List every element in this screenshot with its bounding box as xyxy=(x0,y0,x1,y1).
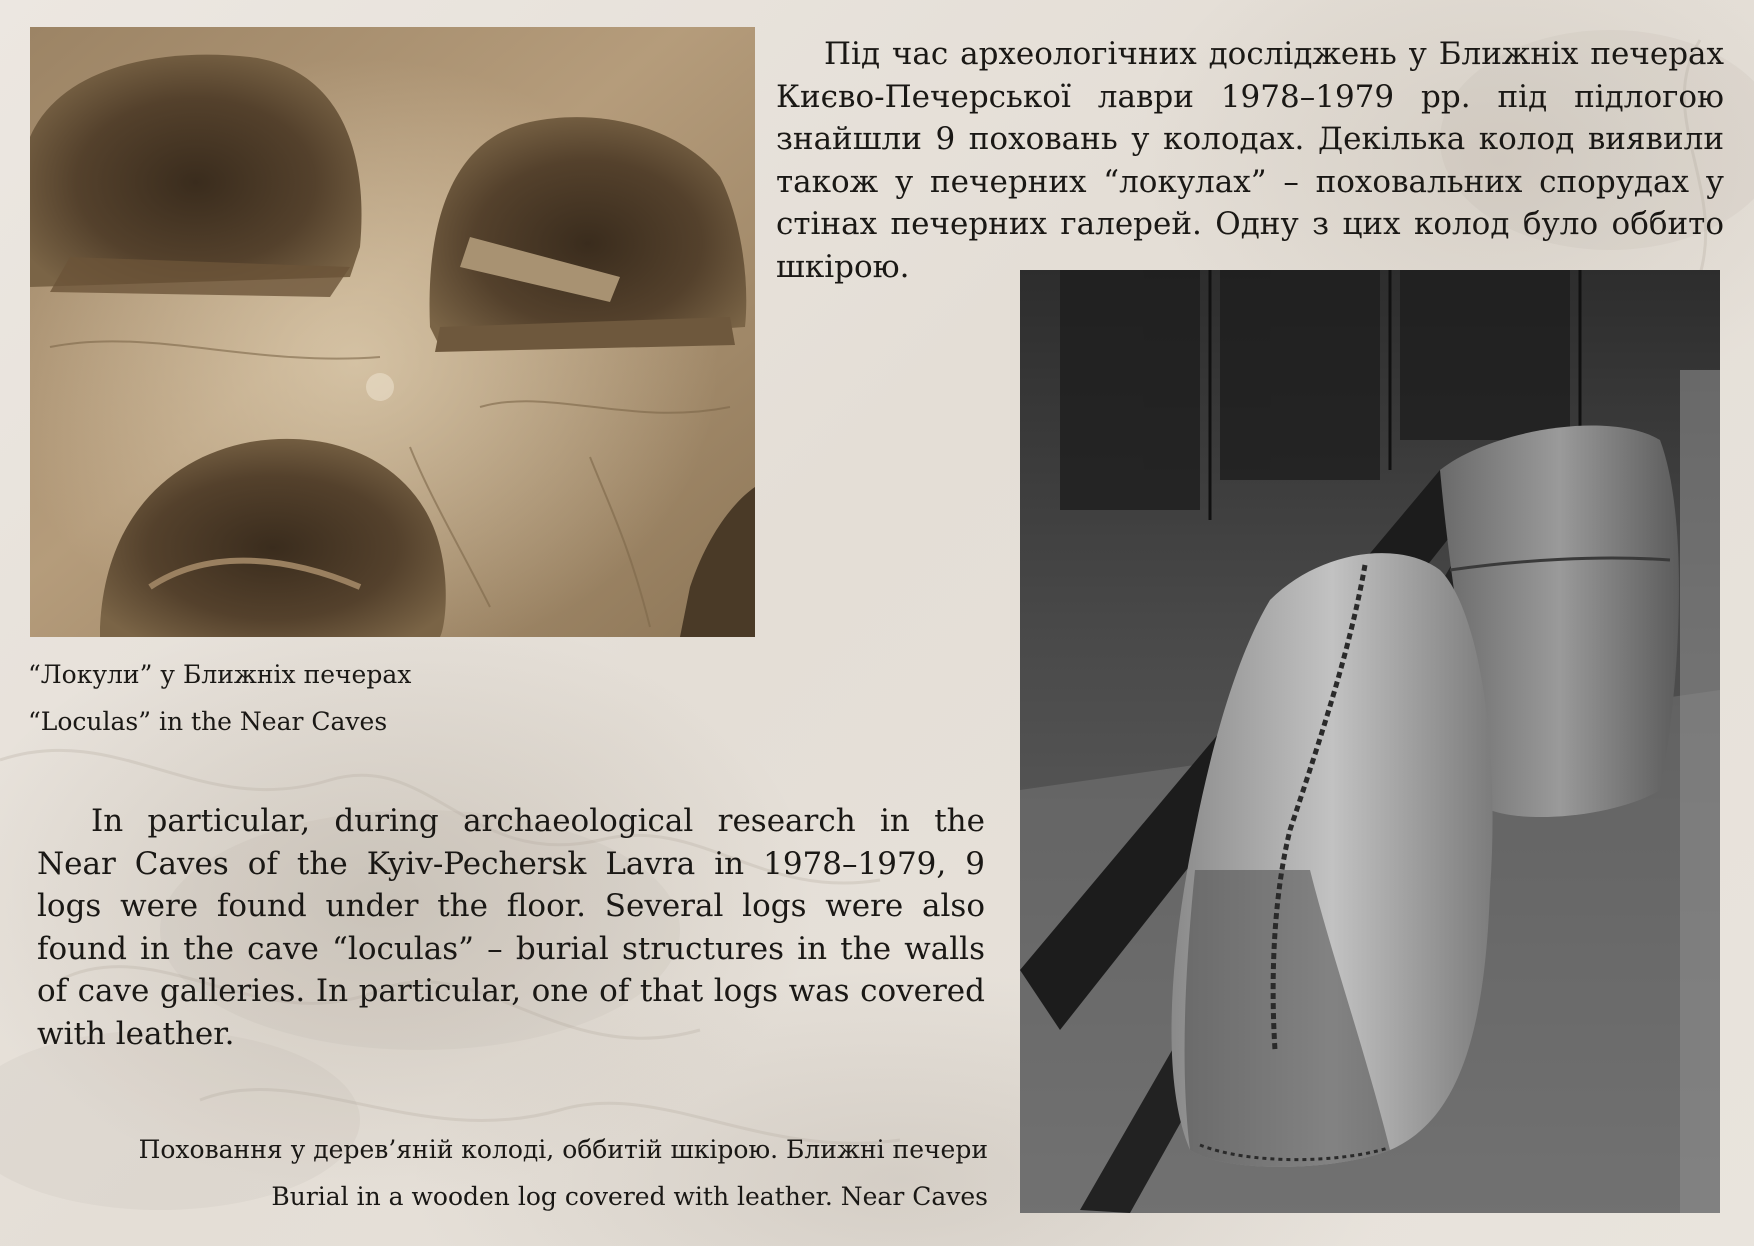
paragraph-english: In particular, during archaeological research in the Near Caves of the Kyiv-Pechersk Lavra in 1978–1979, 9 logs were found under the floor. Several logs were also found in the cave “loculas” – burial structures in the walls of cave galleries. In particular, one of that logs was covered with leather. xyxy=(37,803,985,1052)
paragraph-ukrainian: Під час археологічних досліджень у Ближніх печерах Києво-Печерської лаври 1978–1979 рр. під підлогою знайшли 9 поховань у колодах. Декілька колод виявили також у печерних “локулах” – поховальних спорудах у стінах печерних галерей. Одну з цих колод було оббито шкірою. xyxy=(776,36,1724,285)
loculi-cave-photo xyxy=(30,27,755,637)
caption-logs-english: Burial in a wooden log covered with leather. Near Caves xyxy=(271,1182,988,1211)
caption-cave-ukrainian: “Локули” у Ближніх печерах xyxy=(28,660,412,689)
caption-logs-ukrainian: Поховання у дерев’яній колоді, оббитій шкірою. Ближні печери xyxy=(138,1135,988,1164)
log-burial-photo xyxy=(1020,270,1720,1213)
caption-cave-english: “Loculas” in the Near Caves xyxy=(28,707,388,736)
